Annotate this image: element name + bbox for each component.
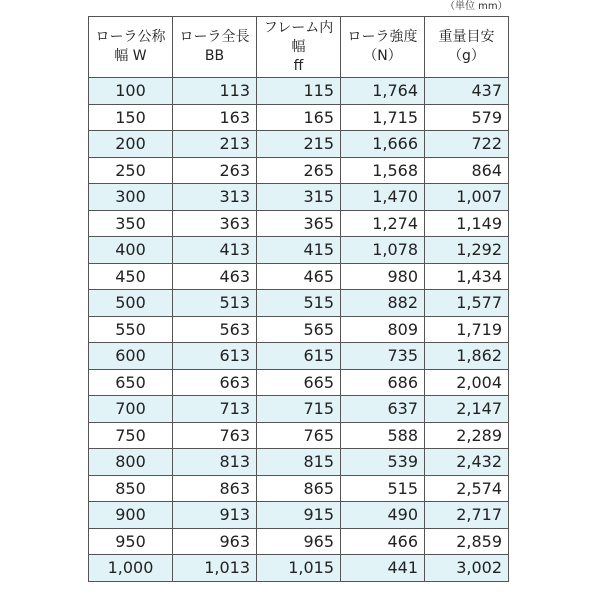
cell-frame-inner-width: 665 [257, 369, 341, 396]
table-row [89, 475, 509, 502]
cell-nominal-width: 1,000 [89, 555, 173, 582]
cell-roller-strength: 809 [341, 316, 425, 343]
cell-frame-inner-width: 815 [257, 449, 341, 476]
cell-total-length: 263 [173, 157, 257, 184]
cell-nominal-width: 150 [89, 104, 173, 131]
cell-roller-strength: 1,764 [341, 78, 425, 105]
cell-weight: 2,004 [425, 369, 509, 396]
cell-weight: 2,147 [425, 396, 509, 423]
cell-roller-strength: 1,666 [341, 131, 425, 158]
cell-roller-strength: 980 [341, 263, 425, 290]
cell-frame-inner-width: 715 [257, 396, 341, 423]
header-nominal-width [89, 17, 173, 78]
cell-nominal-width: 550 [89, 316, 173, 343]
table-row [89, 104, 509, 131]
cell-nominal-width: 600 [89, 343, 173, 370]
header-weight-line2: （g） [448, 48, 485, 64]
table-row [89, 184, 509, 211]
cell-weight: 1,719 [425, 316, 509, 343]
cell-total-length: 463 [173, 263, 257, 290]
cell-weight: 1,007 [425, 184, 509, 211]
header-roller-strength [341, 17, 425, 78]
cell-roller-strength: 515 [341, 475, 425, 502]
cell-frame-inner-width: 465 [257, 263, 341, 290]
cell-total-length: 963 [173, 528, 257, 555]
cell-nominal-width: 400 [89, 237, 173, 264]
cell-frame-inner-width: 915 [257, 502, 341, 529]
header-total-length [173, 17, 257, 78]
cell-total-length: 613 [173, 343, 257, 370]
cell-frame-inner-width: 265 [257, 157, 341, 184]
cell-nominal-width: 700 [89, 396, 173, 423]
table-row [89, 422, 509, 449]
cell-total-length: 313 [173, 184, 257, 211]
header-frame-inner-width-line2: ff [293, 57, 304, 74]
cell-nominal-width: 450 [89, 263, 173, 290]
table-row [89, 290, 509, 317]
header-roller-strength-line1: ローラ強度 [347, 29, 418, 45]
cell-total-length: 1,013 [173, 555, 257, 582]
cell-roller-strength: 539 [341, 449, 425, 476]
cell-roller-strength: 466 [341, 528, 425, 555]
table-row [89, 449, 509, 476]
cell-total-length: 213 [173, 131, 257, 158]
cell-weight: 2,432 [425, 449, 509, 476]
cell-total-length: 913 [173, 502, 257, 529]
cell-total-length: 663 [173, 369, 257, 396]
cell-frame-inner-width: 565 [257, 316, 341, 343]
cell-weight: 1,434 [425, 263, 509, 290]
header-total-length-line2: BB [204, 48, 225, 64]
header-roller-strength-line2: （N） [363, 48, 402, 64]
cell-frame-inner-width: 215 [257, 131, 341, 158]
cell-nominal-width: 500 [89, 290, 173, 317]
cell-roller-strength: 1,568 [341, 157, 425, 184]
cell-roller-strength: 1,715 [341, 104, 425, 131]
table-row [89, 396, 509, 423]
header-weight [425, 17, 509, 78]
cell-frame-inner-width: 165 [257, 104, 341, 131]
header-total-length-line1: ローラ全長 [179, 29, 250, 45]
cell-total-length: 363 [173, 210, 257, 237]
table-row [89, 237, 509, 264]
cell-nominal-width: 100 [89, 78, 173, 105]
table-row [89, 157, 509, 184]
cell-frame-inner-width: 315 [257, 184, 341, 211]
cell-total-length: 713 [173, 396, 257, 423]
header-weight-line1: 重量目安 [438, 29, 495, 45]
cell-total-length: 513 [173, 290, 257, 317]
cell-total-length: 863 [173, 475, 257, 502]
cell-nominal-width: 900 [89, 502, 173, 529]
cell-weight: 579 [425, 104, 509, 131]
cell-roller-strength: 882 [341, 290, 425, 317]
cell-frame-inner-width: 965 [257, 528, 341, 555]
table-row [89, 78, 509, 105]
cell-roller-strength: 735 [341, 343, 425, 370]
cell-frame-inner-width: 415 [257, 237, 341, 264]
cell-total-length: 763 [173, 422, 257, 449]
cell-weight: 1,862 [425, 343, 509, 370]
cell-weight: 3,002 [425, 555, 509, 582]
cell-weight: 2,717 [425, 502, 509, 529]
cell-nominal-width: 250 [89, 157, 173, 184]
cell-total-length: 413 [173, 237, 257, 264]
table-row [89, 316, 509, 343]
cell-frame-inner-width: 765 [257, 422, 341, 449]
cell-frame-inner-width: 515 [257, 290, 341, 317]
cell-nominal-width: 850 [89, 475, 173, 502]
header-frame-inner-width [257, 17, 341, 78]
cell-frame-inner-width: 615 [257, 343, 341, 370]
cell-weight: 1,149 [425, 210, 509, 237]
header-row [89, 17, 509, 78]
cell-roller-strength: 441 [341, 555, 425, 582]
unit-label: （単位 mm） [445, 1, 508, 12]
cell-nominal-width: 350 [89, 210, 173, 237]
cell-roller-strength: 686 [341, 369, 425, 396]
header-nominal-width-line1: ローラ公称 [95, 29, 166, 45]
cell-total-length: 113 [173, 78, 257, 105]
cell-weight: 2,289 [425, 422, 509, 449]
cell-total-length: 813 [173, 449, 257, 476]
cell-frame-inner-width: 115 [257, 78, 341, 105]
header-frame-inner-width-line1: フレーム内幅 [263, 19, 334, 55]
table-row [89, 263, 509, 290]
cell-weight: 864 [425, 157, 509, 184]
cell-total-length: 163 [173, 104, 257, 131]
cell-nominal-width: 750 [89, 422, 173, 449]
table-header [89, 17, 509, 78]
cell-nominal-width: 200 [89, 131, 173, 158]
cell-weight: 2,859 [425, 528, 509, 555]
cell-nominal-width: 650 [89, 369, 173, 396]
cell-weight: 1,292 [425, 237, 509, 264]
cell-frame-inner-width: 1,015 [257, 555, 341, 582]
roller-spec-table [88, 16, 509, 582]
cell-roller-strength: 637 [341, 396, 425, 423]
cell-roller-strength: 490 [341, 502, 425, 529]
cell-nominal-width: 300 [89, 184, 173, 211]
table-row [89, 502, 509, 529]
cell-nominal-width: 950 [89, 528, 173, 555]
cell-weight: 722 [425, 131, 509, 158]
cell-roller-strength: 1,078 [341, 237, 425, 264]
table-body [89, 78, 509, 582]
header-nominal-width-line2: 幅 W [114, 48, 147, 64]
cell-weight: 437 [425, 78, 509, 105]
cell-nominal-width: 800 [89, 449, 173, 476]
cell-roller-strength: 588 [341, 422, 425, 449]
cell-roller-strength: 1,274 [341, 210, 425, 237]
table-row [89, 343, 509, 370]
cell-weight: 2,574 [425, 475, 509, 502]
cell-roller-strength: 1,470 [341, 184, 425, 211]
cell-frame-inner-width: 865 [257, 475, 341, 502]
cell-frame-inner-width: 365 [257, 210, 341, 237]
cell-weight: 1,577 [425, 290, 509, 317]
table-row [89, 131, 509, 158]
table-row [89, 369, 509, 396]
table-row [89, 555, 509, 582]
table-row [89, 528, 509, 555]
table-row [89, 210, 509, 237]
cell-total-length: 563 [173, 316, 257, 343]
